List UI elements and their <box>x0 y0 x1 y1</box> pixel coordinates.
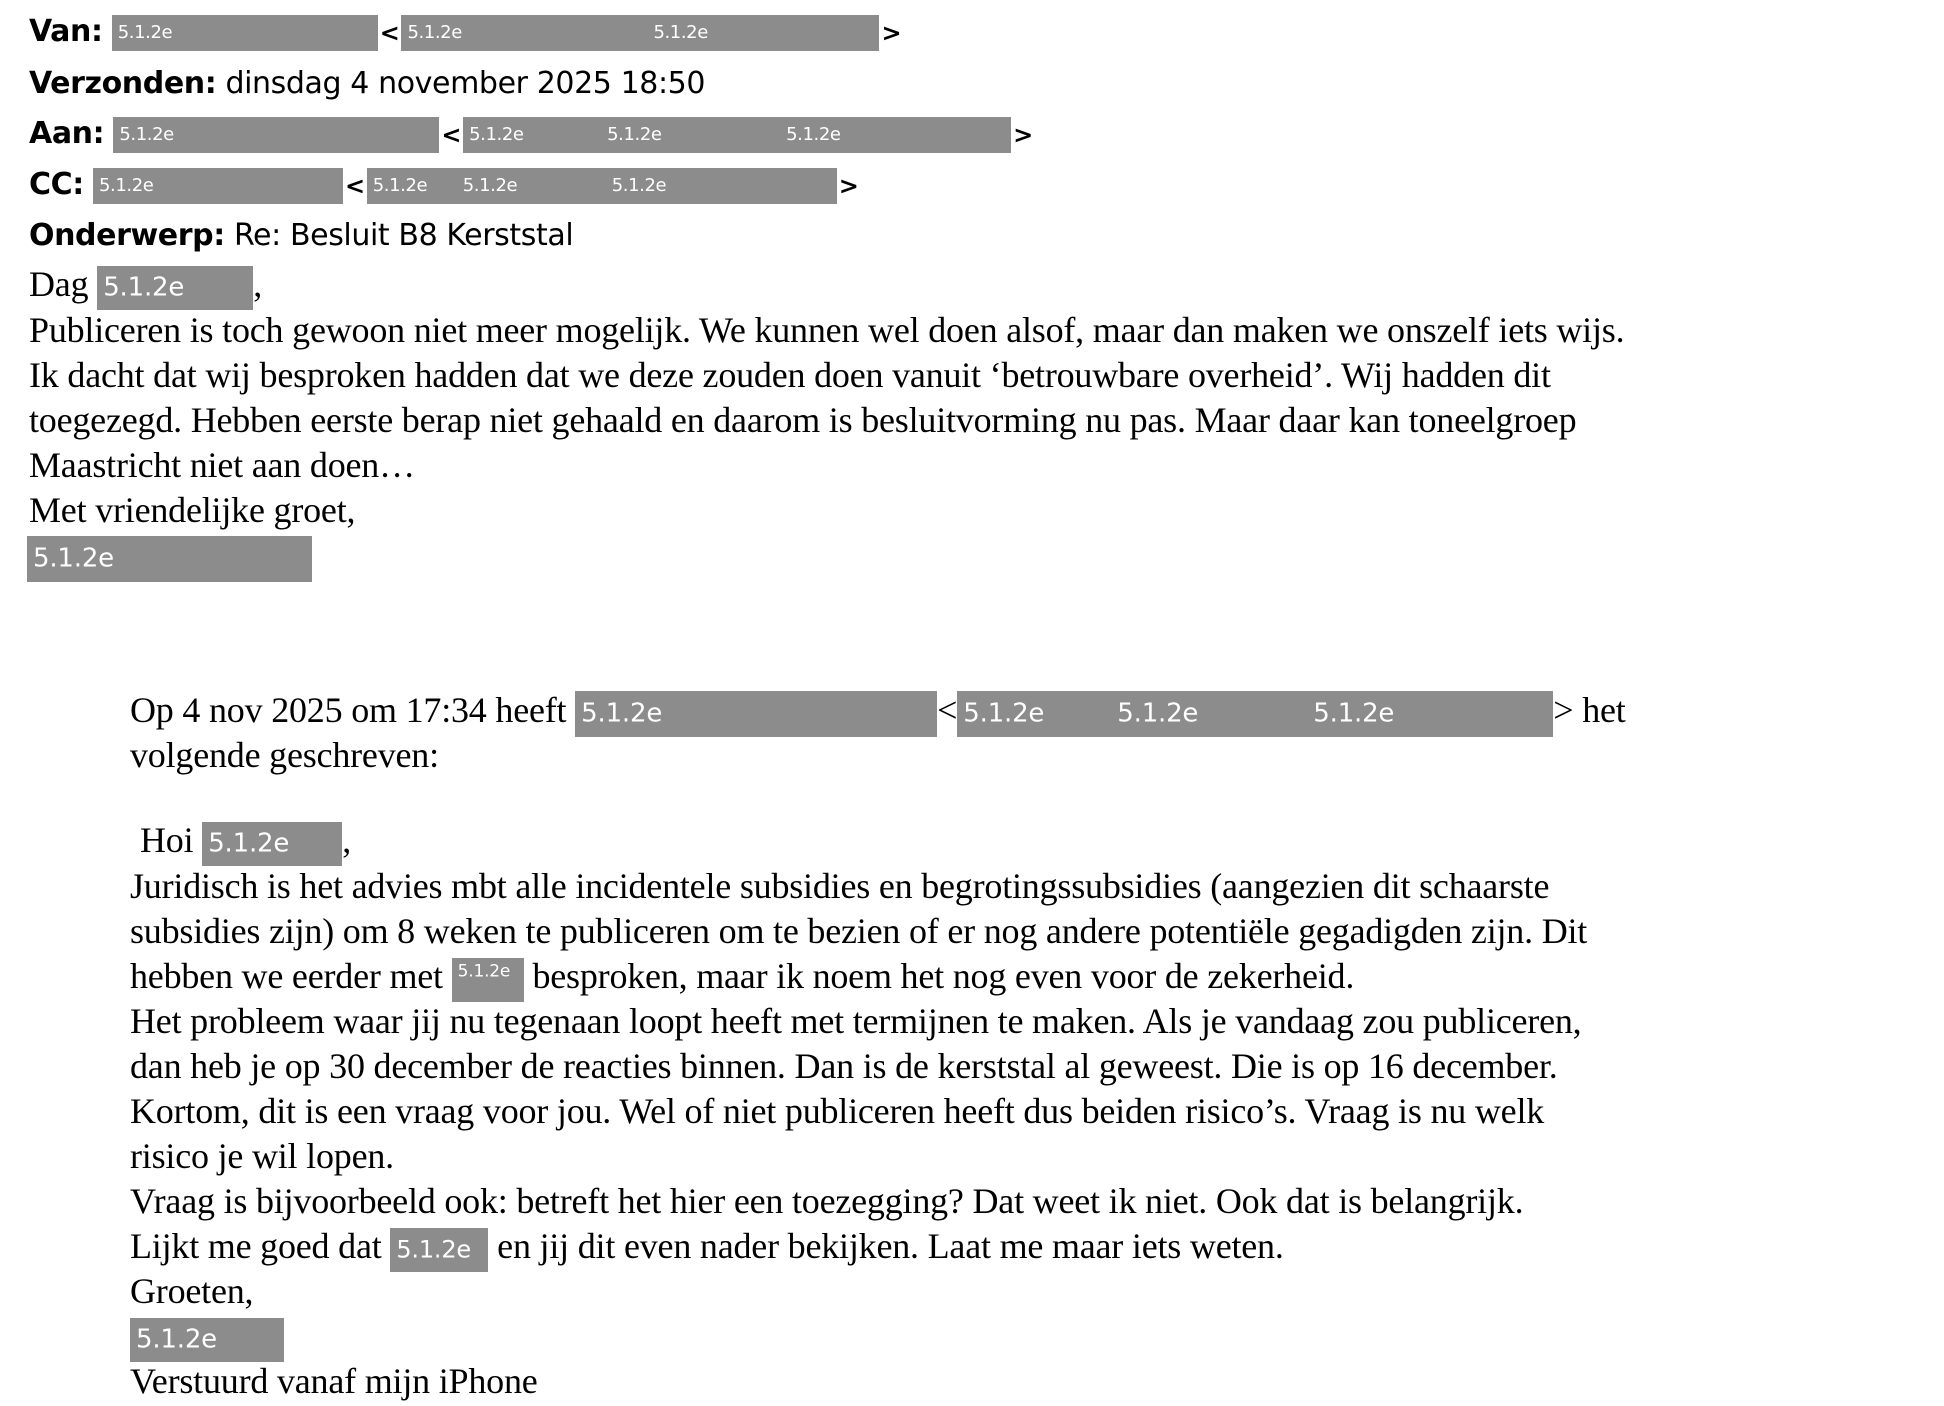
redaction-quoted-line-3: 5.1.2e <box>452 958 524 1002</box>
redaction-quoted-line-9: 5.1.2e <box>390 1228 488 1272</box>
reply-line-2: Ik dacht dat wij besproken hadden dat we deze zouden doen vanuit ‘betrouwbare overheid’. Wij hadden dit <box>29 355 1551 395</box>
quoted-footer: Verstuurd vanaf mijn iPhone <box>130 1361 538 1401</box>
quoted-line-6: Kortom, dit is een vraag voor jou. Wel of niet publiceren heeft dus beiden risico’s. Vraag is nu welk <box>130 1091 1545 1131</box>
redaction-from-email: 5.1.2e 5.1.2e <box>401 15 879 51</box>
reply-greeting: Dag 5.1.2e , <box>29 262 262 310</box>
quoted-line-9: Lijkt me goed dat 5.1.2e en jij dit even nader bekijken. Laat me maar iets weten. <box>130 1224 1284 1272</box>
quoted-signature <box>130 1314 284 1362</box>
sent-label: Verzonden: <box>29 66 217 101</box>
redaction-quoted-greeting: 5.1.2e <box>202 822 342 866</box>
reply-closing: Met vriendelijke groet, <box>29 490 356 530</box>
redaction-quoted-sender-email: 5.1.2e 5.1.2e 5.1.2e <box>957 691 1553 737</box>
redaction-greeting: 5.1.2e <box>97 266 253 310</box>
reply-signature <box>27 533 312 582</box>
reply-line-3: toegezegd. Hebben eerste berap niet gehaald en daarom is besluitvorming nu pas. Maar daar kan toneelgroep <box>29 400 1577 440</box>
quoted-line-7: risico je wil lopen. <box>130 1136 394 1176</box>
cc-label: CC: <box>29 167 84 202</box>
subject-label: Onderwerp: <box>29 218 225 253</box>
quoted-intro-line-2: volgende geschreven: <box>130 735 439 775</box>
quoted-line-2: subsidies zijn) om 8 weken te publiceren om te bezien of er nog andere potentiële gegadigden zijn. Dit <box>130 911 1588 951</box>
quoted-intro: Op 4 nov 2025 om 17:34 heeft 5.1.2e < 5.1.2e 5.1.2e 5.1.2e > het <box>130 688 1626 737</box>
redaction-to-email: 5.1.2e 5.1.2e 5.1.2e <box>463 117 1011 153</box>
quoted-line-4: Het probleem waar jij nu tegenaan loopt heeft met termijnen te maken. Als je vandaag zou publiceren, <box>130 1001 1582 1041</box>
header-from: Van: 5.1.2e < 5.1.2e 5.1.2e > <box>29 14 902 49</box>
header-cc: CC: 5.1.2e < 5.1.2e 5.1.2e 5.1.2e > <box>29 167 859 202</box>
redaction-signature: 5.1.2e <box>27 536 312 582</box>
quoted-line-1: Juridisch is het advies mbt alle incidentele subsidies en begrotingssubsidies (aangezien dit schaarste <box>130 866 1550 906</box>
header-to: Aan: 5.1.2e < 5.1.2e 5.1.2e 5.1.2e > <box>29 116 1033 151</box>
from-label: Van: <box>29 14 103 49</box>
redaction-quoted-sender-name: 5.1.2e <box>575 691 937 737</box>
quoted-line-5: dan heb je op 30 december de reacties binnen. Dan is de kerststal al geweest. Die is op 16 december. <box>130 1046 1558 1086</box>
to-label: Aan: <box>29 116 105 151</box>
quoted-greeting: Hoi 5.1.2e , <box>140 818 351 866</box>
subject-value: Re: Besluit B8 Kerststal <box>233 218 574 253</box>
redaction-to-name: 5.1.2e <box>113 117 439 153</box>
redaction-quoted-signature: 5.1.2e <box>130 1318 284 1362</box>
quoted-closing: Groeten, <box>130 1271 254 1311</box>
header-subject <box>29 216 573 256</box>
quoted-line-8: Vraag is bijvoorbeeld ook: betreft het hier een toezegging? Dat weet ik niet. Ook dat is belangrijk. <box>130 1181 1524 1221</box>
redaction-from-name: 5.1.2e <box>112 15 378 51</box>
sent-value: dinsdag 4 november 2025 18:50 <box>225 66 706 101</box>
quoted-line-3: hebben we eerder met 5.1.2e besproken, maar ik noem het nog even voor de zekerheid. <box>130 954 1354 1002</box>
reply-line-4: Maastricht niet aan doen… <box>29 445 415 485</box>
reply-line-1: Publiceren is toch gewoon niet meer mogelijk. We kunnen wel doen alsof, maar dan maken we onszelf iets wijs. <box>29 310 1625 350</box>
header-sent <box>29 64 705 104</box>
redaction-cc-name: 5.1.2e <box>93 168 343 204</box>
redaction-cc-email: 5.1.2e 5.1.2e 5.1.2e <box>367 168 837 204</box>
